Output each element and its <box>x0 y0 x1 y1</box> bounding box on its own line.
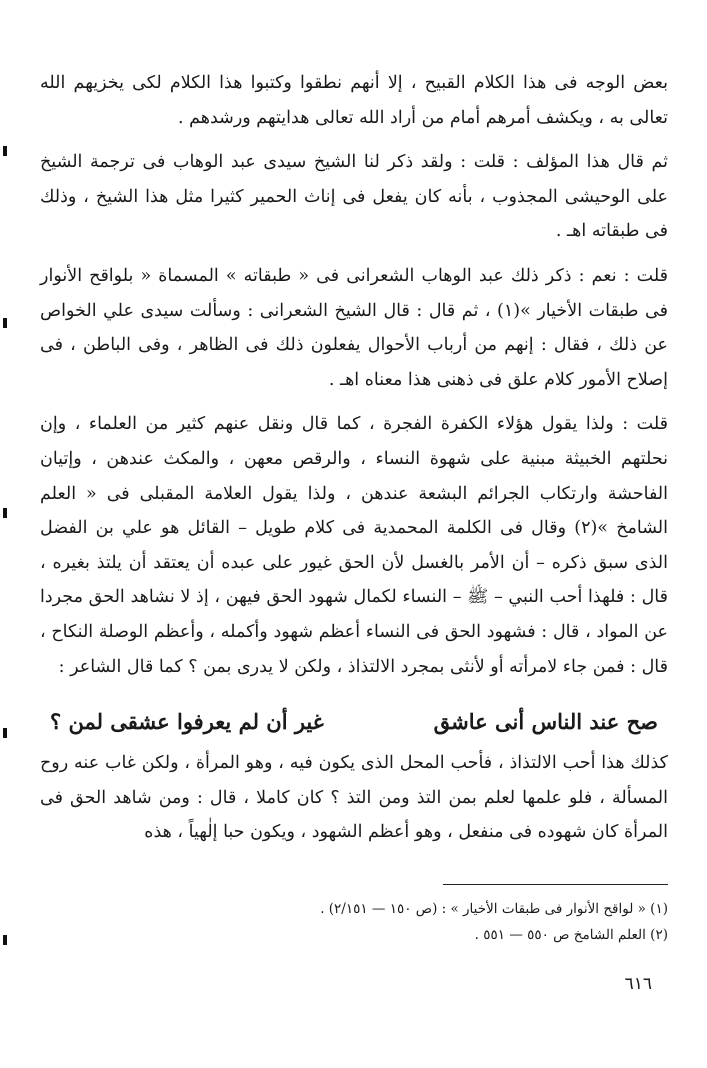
footnotes <box>40 896 668 948</box>
paragraph-1: بعض الوجه فى هذا الكلام القبيح ، إلا أنهم نطقوا وكتبوا هذا الكلام لكى يخزيهم الله تعالى به ، ويكشف أمرهم أمام من أراد الله تعالى هدايتهم ورشدهم . <box>40 73 668 128</box>
paragraph-3: قلت : نعم : ذكر ذلك عبد الوهاب الشعرانى فى « طبقاته » المسماة « بلواقح الأنوار فى طبقات الأخيار »(١) ، ثم قال : قال الشيخ الشعرانى : وسألت سيدى علي الخواص عن ذلك ، فقال : إنهم من أرباب الأحوال يفعلون ذلك فى الظاهر ، وفى الباطن ، فى إصلاح الأمور كلام علق فى ذهنى هذا معناه اهـ . <box>40 265 668 390</box>
verse-first-hemistich: صح عند الناس أنى عاشق <box>433 709 658 735</box>
paragraph-4: قلت : ولذا يقول هؤلاء الكفرة الفجرة ، كما قال ونقل عنهم كثير من العلماء ، وإن نحلتهم الخبيثة مبنية على شهوة النساء ، والرقص معهن ، والمكث عندهن ، وإتيان الفاحشة وارتكاب الجرائم البشعة عندهن ، ولذا يقول العلامة المقبلى فى « العلم الشامخ »(٢) وقال فى الكلمة المحمدية فى كلام طويل – القائل هو علي بن الفضل الذى سبق ذكره – أن الأمر بالغسل لأن الحق غيور على عبده أن يعتقد أن يلتذ بغيره ، قال : فلهذا أحب النبي – ﷺ – النساء لكمال شهود الحق فيهن ، إذ لا نشاهد الحق مجردا عن المواد ، قال : فشهود الحق فى النساء أعظم شهود وأكمله ، وأعظم الوصلة النكاح ، قال : فمن جاء لامرأته أو لأنثى بمجرد الالتذاذ ، ولكن لا يدرى بمن ؟ كما قال الشاعر : <box>40 414 669 677</box>
paragraph-2: ثم قال هذا المؤلف : قلت : ولقد ذكر لنا الشيخ سيدى عبد الوهاب فى ترجمة الشيخ على الوحيشى المجذوب ، بأنه كان يفعل فى إناث الحمير كثيرا مثل هذا الشيخ ، وذلك فى طبقاته اهـ . <box>40 152 668 242</box>
margin-mark <box>3 935 7 945</box>
footnote-1: (١) « لواقح الأنوار فى طبقات الأخيار » : (ص ١٥٠ — ٢/١٥١) . <box>320 901 668 917</box>
margin-mark <box>3 728 7 738</box>
page-number: ٦١٦ <box>624 974 652 994</box>
footnote-2: (٢) العلم الشامخ ص ٥٥٠ — ٥٥١ . <box>474 927 668 943</box>
verse-second-hemistich: غير أن لم يعرفوا عشقى لمن ؟ <box>50 709 324 735</box>
footnote-divider <box>443 884 668 885</box>
paragraph-5: كذلك هذا أحب الالتذاذ ، فأحب المحل الذى يكون فيه ، وهو المرأة ، ولكن غاب عنه روح المسألة ، فلو علمها لعلم بمن التذ ومن التذ ؟ كان كاملا ، قال : ومن شاهد الحق فى المرأة كان شهوده فى منفعل ، وهو أعظم الشهود ، ويكون حبا إلٰهياً ، هذه <box>40 753 668 843</box>
margin-mark <box>3 318 7 328</box>
page-body <box>40 66 668 850</box>
margin-mark <box>3 508 7 518</box>
poetry-verse <box>40 702 668 742</box>
margin-mark <box>3 146 7 156</box>
